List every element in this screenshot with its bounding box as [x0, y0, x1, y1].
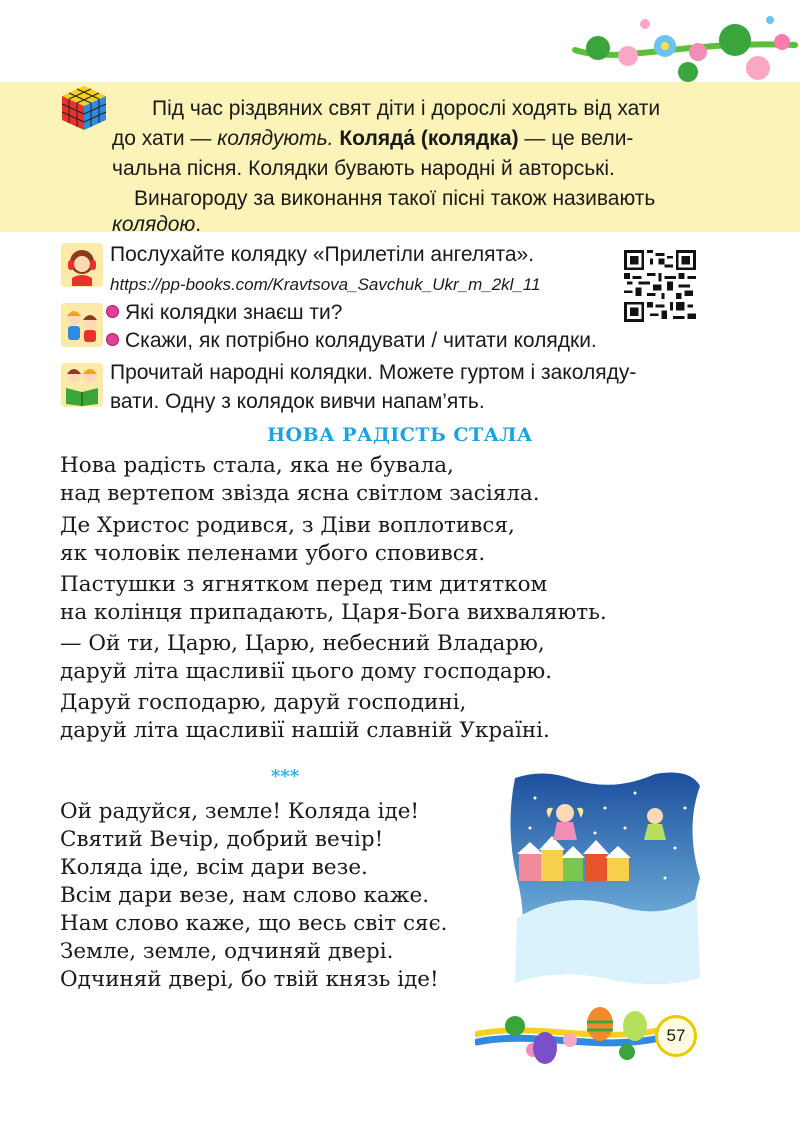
info-line-5 — [112, 214, 692, 236]
question-item-1 — [106, 298, 342, 327]
poem-line: Земле, земле, одчиняй двері. — [60, 939, 394, 964]
poem-line: Святий Вечір, добрий вечір! — [60, 827, 384, 852]
poem-line: на колінця припадають, Царя-Бога вихваляють. — [60, 600, 607, 625]
listen-task-text: Послухайте колядку «Прилетіли ангелята». — [110, 243, 535, 266]
poem-line: Нам слово каже, що весь світ сяє. — [60, 911, 448, 936]
bullet-icon — [106, 333, 119, 346]
poem-line: Одчиняй двері, бо твій князь іде! — [60, 967, 439, 992]
poem-line: над вертепом звізда ясна світлом засіяла. — [60, 481, 540, 506]
children-reading-icon — [60, 362, 104, 408]
poem-line: — Ой ти, Царю, Царю, небесний Владарю, — [60, 631, 545, 656]
info-line-1: Під час різдвяних свят діти і дорослі ходять від хати — [152, 97, 661, 120]
info-bold-term: Коляда́ (колядка) — [339, 127, 519, 150]
question-item-2 — [106, 326, 597, 355]
info-italic-term: колядою — [112, 213, 196, 236]
poem-line: Пастушки з ягнятком перед тим дитятком — [60, 572, 548, 597]
info-text: до хати — — [112, 127, 218, 150]
winter-village-illustration — [505, 768, 705, 988]
poem-line: Всім дари везе, нам слово каже. — [60, 883, 430, 908]
info-line-4: Винагороду за виконання такої пісні також називають — [134, 187, 656, 210]
poem-line: даруй літа щасливії нашій славній Україні. — [60, 718, 550, 743]
girl-headphones-icon — [60, 242, 104, 288]
poem-line: Ой радуйся, земле! Коляда іде! — [60, 799, 420, 824]
poem-title: НОВА РАДІСТЬ СТАЛА — [267, 424, 533, 446]
question-text: Які колядки знаєш ти? — [125, 301, 343, 324]
poem-line: як чоловік пеленами убого сповився. — [60, 541, 486, 566]
question-text: Скажи, як потрібно колядувати / читати колядки. — [125, 329, 597, 352]
qr-code[interactable] — [624, 250, 696, 322]
children-talking-icon — [60, 302, 104, 348]
poem-line: Де Христос родився, з Діви воплотився, — [60, 513, 515, 538]
rubiks-cube-icon — [58, 82, 110, 134]
info-line-2 — [112, 124, 692, 154]
poem-line: даруй літа щасливії цього дому господарю. — [60, 659, 553, 684]
info-text: — це вели- — [518, 127, 634, 150]
poem-line: Даруй господарю, даруй господині, — [60, 690, 467, 715]
read-task-line-2: вати. Одну з колядок вивчи напам’ять. — [110, 390, 485, 413]
bullet-icon — [106, 305, 119, 318]
info-line-3: чальна пісня. Колядки бувають народні й авторські. — [112, 157, 615, 180]
info-italic-term: колядують. — [217, 127, 334, 150]
info-text: . — [195, 213, 202, 236]
poem-line: Коляда іде, всім дари везе. — [60, 855, 368, 880]
page-number: 57 — [655, 1015, 697, 1057]
flower-branch-decoration — [570, 10, 800, 85]
poem-title-stars: *** — [270, 766, 300, 787]
poem-line: Нова радість стала, яка не бувала, — [60, 453, 454, 478]
read-task-line-1: Прочитай народні колядки. Можете гуртом і заколяду- — [110, 361, 637, 384]
audio-link[interactable]: https://pp-books.com/Kravtsova_Savchuk_Ukr_m_2kl_11 — [110, 275, 541, 294]
